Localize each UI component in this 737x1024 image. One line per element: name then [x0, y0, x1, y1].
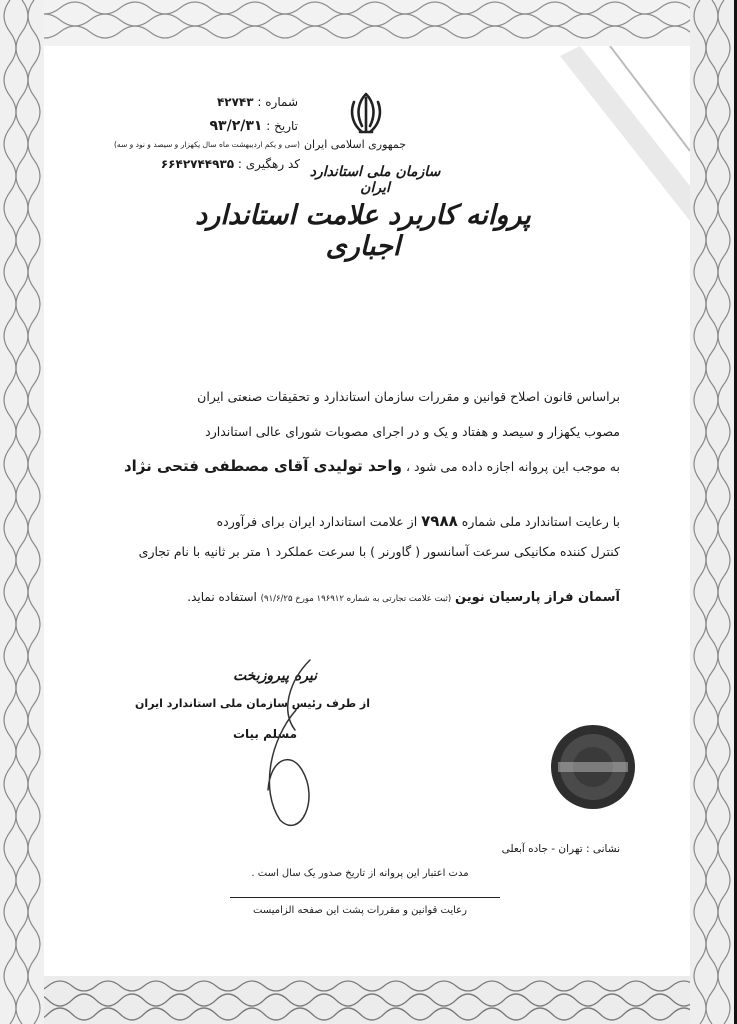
- code-value: ۶۶۴۲۷۴۴۹۳۵: [160, 157, 235, 171]
- country-name: جمهوری اسلامی ایران: [303, 138, 407, 151]
- border-pattern-top: [0, 0, 737, 46]
- date-value: ۹۳/۲/۳۱: [209, 118, 263, 134]
- standard-number: ۷۹۸۸: [421, 512, 458, 530]
- border-pattern-right: [690, 0, 737, 1024]
- licensee-name: واحد تولیدی آقای مصطفی فتحی نژاد: [123, 457, 402, 475]
- body-line-3-prefix: به موجب این پروانه اجازه داده می شود ،: [405, 459, 620, 474]
- on-behalf-line: از طرف رئیس سازمان ملی استاندارد ایران: [135, 697, 370, 710]
- trademark-note: (ثبت علامت تجارتی به شماره ۱۹۶۹۱۲ مورخ ۹۱/۶/۲۵): [260, 594, 452, 604]
- validity-note: مدت اعتبار این پروانه از تاریخ صدور یک سال است .: [251, 868, 469, 879]
- number-row: [168, 95, 298, 109]
- diagonal-watermark-band: [560, 46, 690, 221]
- code-row: [150, 157, 300, 171]
- signer-name: نیره پیروزبخت: [232, 668, 318, 684]
- certificate-title: پروانه کاربرد علامت استاندارد اجباری: [195, 200, 531, 262]
- iran-emblem-icon: [348, 92, 384, 136]
- number-value: ۴۲۷۴۳: [216, 95, 254, 109]
- border-pattern-bottom: [0, 976, 737, 1024]
- body-line-2: مصوب یکهزار و سیصد و هفتاد و یک و در اجرای مصوبات شورای عالی استاندارد: [205, 424, 620, 439]
- code-label: کد رهگیری :: [237, 157, 300, 171]
- rules-note: رعایت قوانین و مقررات پشت این صفحه الزامیست: [253, 905, 467, 916]
- body-line-1: براساس قانون اصلاح قوانین و مقررات سازمان استاندارد و تحقیقات صنعتی ایران: [197, 389, 620, 404]
- border-pattern-left: [0, 0, 44, 1024]
- body-line-4-suffix: از علامت استاندارد ایران برای فرآورده: [216, 514, 418, 529]
- handwritten-signature: [250, 650, 340, 840]
- brand-name: آسمان فراز پارسیان نوین: [455, 590, 620, 605]
- date-words: (سی و یکم اردیبهشت ماه سال یکهزار و سیصد و نود و سه): [114, 140, 300, 149]
- organization-name: سازمان ملی استاندارد ایران: [309, 164, 441, 196]
- body-line-4: [112, 512, 620, 530]
- address-line: نشانی : تهران - جاده آبعلی: [501, 843, 620, 855]
- date-label: تاریخ :: [266, 119, 298, 133]
- body-line-5: کنترل کننده مکانیکی سرعت آسانسور ( گاورنر ) با سرعت عملکرد ۱ متر بر ثانیه با نام تجاری: [138, 544, 620, 559]
- number-label: شماره :: [257, 95, 298, 109]
- official-seal: [548, 722, 638, 812]
- body-line-6: [187, 590, 620, 605]
- date-row: [168, 118, 298, 134]
- stamp-name: مسلم بیات: [232, 727, 298, 741]
- body-line-6-end: استفاده نماید.: [187, 590, 257, 604]
- body-line-3: [123, 457, 620, 475]
- body-line-4-prefix: با رعایت استاندارد ملی شماره: [461, 514, 620, 529]
- footer-divider: [230, 897, 500, 898]
